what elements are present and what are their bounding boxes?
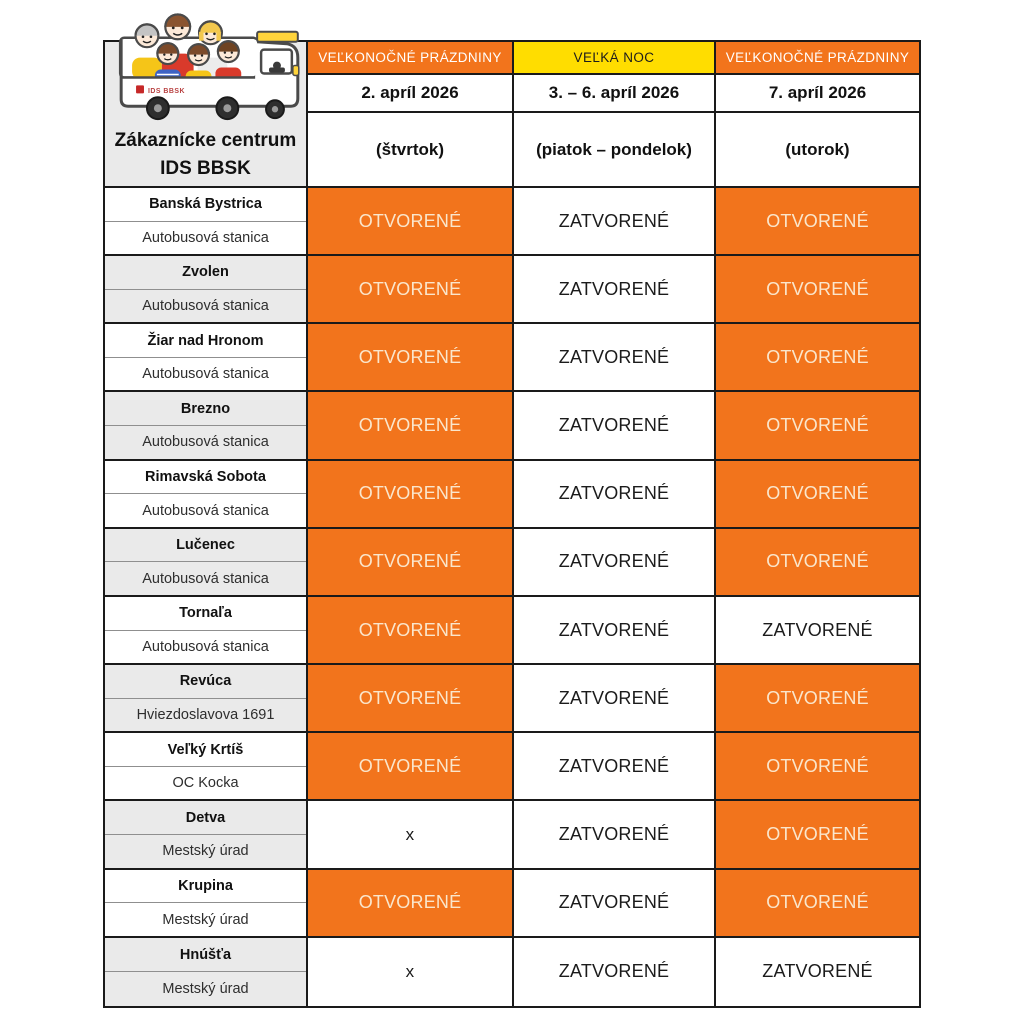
status-cell-none: x <box>308 938 514 1006</box>
status-cell-open: OTVORENÉ <box>716 665 919 733</box>
date-header-col3: 7. apríl 2026 <box>716 75 919 113</box>
status-cell-open: OTVORENÉ <box>716 461 919 529</box>
status-cell-open: OTVORENÉ <box>716 801 919 869</box>
city-name: Zvolen <box>105 256 306 290</box>
ids-bbsk-bus-logo-text: IDS BBSK <box>147 87 186 95</box>
weekday-header-col1: (štvrtok) <box>308 113 514 188</box>
status-cell-closed: ZATVORENÉ <box>514 870 716 938</box>
city-cell <box>105 188 308 256</box>
city-name: Detva <box>105 801 306 835</box>
status-cell-open: OTVORENÉ <box>716 392 919 460</box>
status-cell-open: OTVORENÉ <box>308 870 514 938</box>
city-cell <box>105 870 308 938</box>
date-header-col1: 2. apríl 2026 <box>308 75 514 113</box>
city-cell <box>105 461 308 529</box>
city-cell <box>105 597 308 665</box>
status-cell-closed: ZATVORENÉ <box>514 665 716 733</box>
status-cell-closed: ZATVORENÉ <box>514 597 716 665</box>
status-cell-closed: ZATVORENÉ <box>514 529 716 597</box>
status-cell-closed: ZATVORENÉ <box>514 938 716 1006</box>
city-cell <box>105 733 308 801</box>
status-cell-open: OTVORENÉ <box>308 733 514 801</box>
city-cell <box>105 529 308 597</box>
status-cell-open: OTVORENÉ <box>308 529 514 597</box>
city-location: Autobusová stanica <box>142 298 269 315</box>
city-cell <box>105 392 308 460</box>
city-cell <box>105 256 308 324</box>
city-name: Lučenec <box>105 529 306 563</box>
status-cell-open: OTVORENÉ <box>308 188 514 256</box>
status-cell-closed: ZATVORENÉ <box>514 461 716 529</box>
city-name: Brezno <box>105 392 306 426</box>
city-cell <box>105 938 308 1006</box>
city-name: Revúca <box>105 665 306 699</box>
city-name: Krupina <box>105 870 306 904</box>
status-cell-closed: ZATVORENÉ <box>514 188 716 256</box>
city-cell <box>105 801 308 869</box>
bus-destination-board <box>257 32 298 42</box>
city-location: Autobusová stanica <box>142 229 269 246</box>
city-location: Mestský úrad <box>162 981 249 998</box>
opening-hours-table <box>103 40 921 1008</box>
status-cell-closed: ZATVORENÉ <box>514 256 716 324</box>
status-cell-closed: ZATVORENÉ <box>716 597 919 665</box>
status-cell-open: OTVORENÉ <box>716 188 919 256</box>
city-location: Autobusová stanica <box>142 434 269 451</box>
status-cell-open: OTVORENÉ <box>308 324 514 392</box>
city-name: Hnúšťa <box>105 938 306 973</box>
city-name: Žiar nad Hronom <box>105 324 306 358</box>
customer-center-cell <box>105 42 308 188</box>
date-header-col2: 3. – 6. apríl 2026 <box>514 75 716 113</box>
holiday-header-col3: VEĽKONOČNÉ PRÁZDNINY <box>716 42 919 75</box>
city-cell <box>105 324 308 392</box>
city-location: Autobusová stanica <box>142 366 269 383</box>
customer-center-title-line2: IDS BBSK <box>160 158 251 179</box>
city-name: Veľký Krtíš <box>105 733 306 767</box>
customer-center-title-line1: Zákaznícke centrum <box>114 130 297 151</box>
status-cell-open: OTVORENÉ <box>308 461 514 529</box>
status-cell-open: OTVORENÉ <box>716 733 919 801</box>
status-cell-closed: ZATVORENÉ <box>514 392 716 460</box>
city-cell <box>105 665 308 733</box>
status-cell-closed: ZATVORENÉ <box>716 938 919 1006</box>
status-cell-open: OTVORENÉ <box>308 256 514 324</box>
status-cell-open: OTVORENÉ <box>308 665 514 733</box>
status-cell-open: OTVORENÉ <box>308 392 514 460</box>
status-cell-open: OTVORENÉ <box>716 529 919 597</box>
holiday-header-col2: VEĽKÁ NOC <box>514 42 716 75</box>
status-cell-open: OTVORENÉ <box>716 256 919 324</box>
city-location: Hviezdoslavova 1691 <box>136 707 275 724</box>
city-location: Mestský úrad <box>162 911 249 928</box>
status-cell-none: x <box>308 801 514 869</box>
status-cell-open: OTVORENÉ <box>716 324 919 392</box>
city-location: OC Kocka <box>172 775 239 792</box>
weekday-header-col2: (piatok – pondelok) <box>514 113 716 188</box>
holiday-header-col1: VEĽKONOČNÉ PRÁZDNINY <box>308 42 514 75</box>
status-cell-open: OTVORENÉ <box>716 870 919 938</box>
family-bus-illustration <box>108 6 307 137</box>
city-location: Mestský úrad <box>162 843 249 860</box>
city-location: Autobusová stanica <box>142 502 269 519</box>
city-location: Autobusová stanica <box>142 570 269 587</box>
city-name: Rimavská Sobota <box>105 461 306 495</box>
weekday-header-col3: (utorok) <box>716 113 919 188</box>
status-cell-open: OTVORENÉ <box>308 597 514 665</box>
status-cell-closed: ZATVORENÉ <box>514 733 716 801</box>
status-cell-closed: ZATVORENÉ <box>514 801 716 869</box>
status-cell-closed: ZATVORENÉ <box>514 324 716 392</box>
city-name: Banská Bystrica <box>105 188 306 222</box>
city-name: Tornaľa <box>105 597 306 631</box>
bus-headlight <box>293 66 299 76</box>
city-location: Autobusová stanica <box>142 638 269 655</box>
